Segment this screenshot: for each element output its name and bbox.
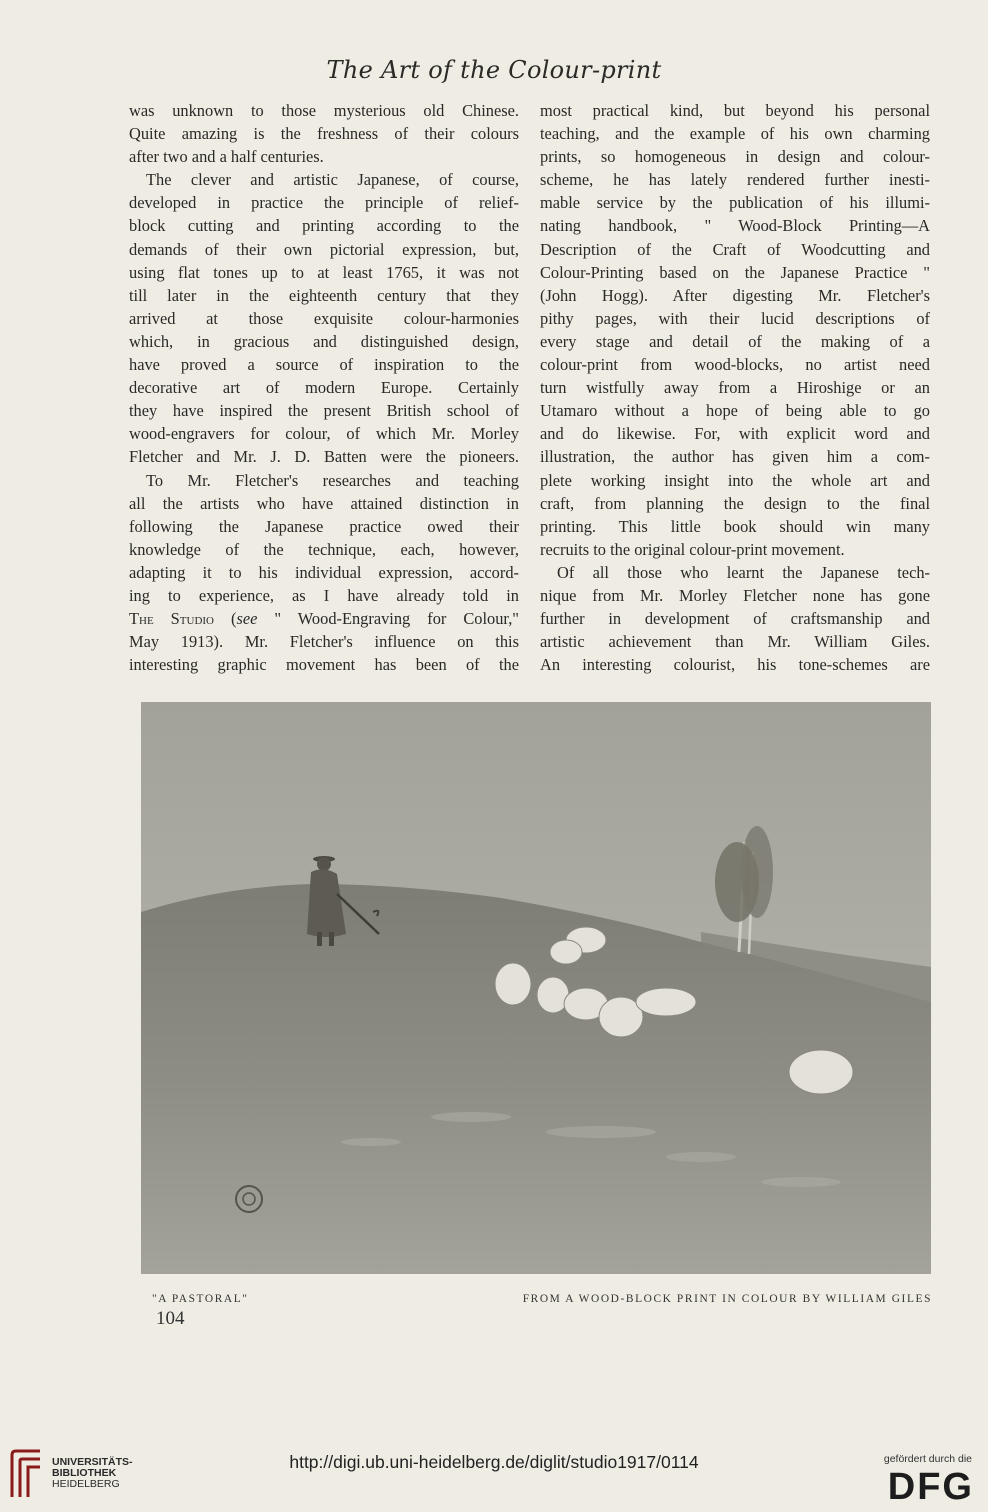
text-line: pithy pages, with their lucid descriptions of (540, 308, 930, 328)
text-line: recruits to the original colour-print movement. (540, 539, 845, 559)
running-title: The Art of the Colour-print (326, 56, 662, 84)
text-line: The clever and artistic Japanese, of course, (146, 170, 519, 190)
text-line: illustration, the author has given him a com- (540, 447, 930, 467)
text-line: adapting it to his individual expression, accord- (129, 562, 519, 582)
text-line: wood-engravers for colour, of which Mr. Morley (129, 424, 519, 444)
pastoral-print-plate (141, 702, 931, 1274)
text-line: Utamaro without a hope of being able to go (540, 401, 930, 421)
text-line: they have inspired the present British school of (129, 401, 519, 421)
text-line: was unknown to those mysterious old Chinese. (129, 101, 519, 120)
text-line: colour-print from wood-blocks, no artist need (540, 355, 930, 375)
text-line: have proved a source of inspiration to the (129, 355, 519, 375)
dfg-logo: DFG (887, 1466, 974, 1508)
text-line: which, in gracious and distinguished design, (129, 331, 519, 351)
text-line-studio-reference (129, 607, 519, 630)
library-name-line: HEIDELBERG (52, 1478, 120, 1490)
text-line: nating handbook, " Wood-Block Printing—A (540, 216, 930, 236)
text-line: To Mr. Fletcher's researches and teaching (146, 470, 519, 490)
journal-title: The Studio (129, 609, 214, 629)
library-name-line: BIBLIOTHEK (52, 1467, 117, 1479)
library-name-line: UNIVERSITÄTS- (52, 1456, 133, 1468)
text-line: using flat tones up to at least 1765, it was not (129, 262, 519, 282)
text-line: (John Hogg). After digesting Mr. Fletcher's (540, 285, 930, 305)
text-line: craft, from planning the design to the final (540, 493, 930, 513)
plate-caption-credit: FROM A WOOD-BLOCK PRINT IN COLOUR BY WILLIAM GILES (522, 1293, 932, 1305)
text-line: nique from Mr. Morley Fletcher none has gone (540, 585, 930, 605)
text-line: following the Japanese practice owed their (129, 516, 519, 536)
left-column (129, 99, 519, 676)
open-paren: ( (231, 609, 237, 629)
text-line: artistic achievement than Mr. William Giles. (540, 632, 930, 652)
text-line: till later in the eighteenth century that they (129, 285, 519, 305)
text-line: teaching, and the example of his own charming (540, 124, 930, 144)
plate-caption-title: "A PASTORAL" (152, 1293, 249, 1305)
text-line: and do likewise. For, with explicit word and (540, 424, 930, 444)
text-line: plete working insight into the whole art and (540, 470, 930, 490)
right-column (540, 99, 930, 676)
text-line: May 1913). Mr. Fletcher's influence on this (129, 632, 519, 652)
text-line: all the artists who have attained distinction in (129, 493, 519, 513)
text-line: every stage and detail of the making of a (540, 331, 930, 351)
text-line: turn wistfully away from a Hiroshige or an (540, 378, 930, 398)
text-line: block cutting and printing according to the (129, 216, 519, 236)
page-number: 104 (156, 1308, 185, 1329)
article-reference: " Wood-Engraving for Colour," (257, 609, 519, 629)
text-line: developed in practice the principle of relief- (129, 193, 519, 213)
text-line: An interesting colourist, his tone-schemes are (540, 655, 930, 675)
text-line: decorative art of modern Europe. Certainly (129, 378, 519, 398)
see-word: see (236, 609, 258, 629)
text-line: demands of their own pictorial expression, but, (129, 239, 519, 259)
pastoral-illustration (141, 702, 931, 1274)
text-line: printing. This little book should win many (540, 516, 930, 536)
text-line: scheme, he has lately rendered further inesti- (540, 170, 930, 190)
text-line: arrived at those exquisite colour-harmonies (129, 308, 519, 328)
source-url-link[interactable]: http://digi.ub.uni-heidelberg.de/diglit/studio1917/0114 (289, 1452, 699, 1472)
funding-note: gefördert durch die (883, 1453, 972, 1465)
text-line: Colour-Printing based on the Japanese Practice " (540, 262, 930, 282)
text-line: Of all those who learnt the Japanese tech- (557, 562, 930, 582)
text-line: interesting graphic movement has been of the (129, 655, 519, 675)
text-line: ing to experience, as I have already told in (129, 585, 519, 605)
text-line: most practical kind, but beyond his personal (540, 101, 930, 120)
text-line: mable service by the publication of his illumi- (540, 193, 930, 213)
text-line: knowledge of the technique, each, however, (129, 539, 519, 559)
text-line: after two and a half centuries. (129, 147, 324, 167)
text-line: Fletcher and Mr. J. D. Batten were the pioneers. (129, 447, 519, 467)
text-line: further in development of craftsmanship and (540, 609, 930, 629)
text-line: Description of the Craft of Woodcutting and (540, 239, 930, 259)
text-line: prints, so homogeneous in design and colour- (540, 147, 930, 167)
text-line: Quite amazing is the freshness of their colours (129, 124, 519, 144)
